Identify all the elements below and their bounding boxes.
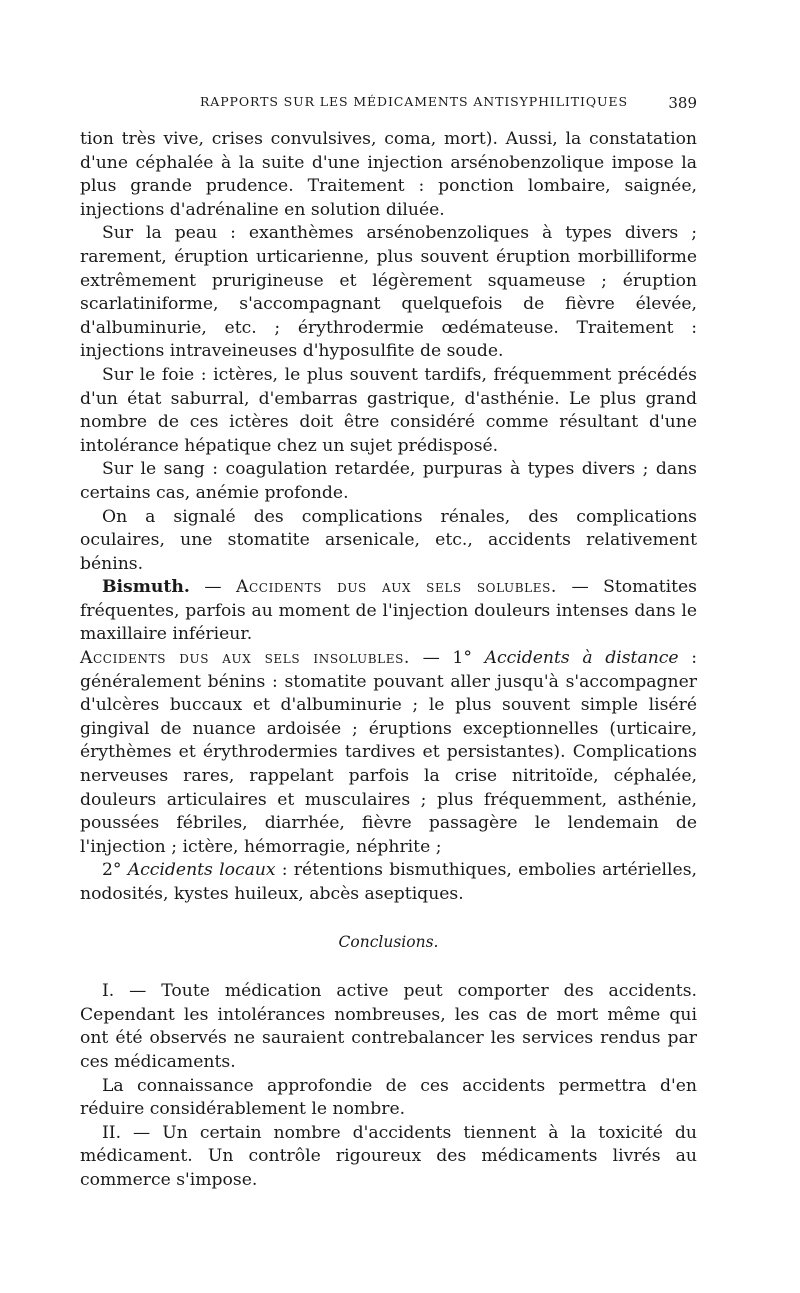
- conclusion-1: I. — Toute médication active peut comporter des accidents. Cependant les intolérances nombreuses, les cas de mort même qui ont été observés ne sauraient contrebalancer les services rendus par ces médicaments.: [80, 981, 697, 1072]
- running-header: [80, 94, 697, 116]
- item-number: 2°: [102, 860, 128, 881]
- bismuth-heading: Bismuth.: [102, 577, 190, 598]
- paragraph-skin: Sur la peau : exanthèmes arsénobenzoliques à types divers ; rarement, éruption urticarienne, plus souvent éruption morbilliforme extrêmement prurigineuse et légèrement squameuse ; éruption scarlatiniforme, s'accompagnant quelquefois de fièvre élevée, d'albuminurie, etc. ; érythrodermie œdémateuse. Traitement : injections intraveineuses d'hyposulfite de soude.: [80, 223, 697, 362]
- conclusion-1-followup: La connaissance approfondie de ces accidents permettra d'en réduire considérablement le nombre.: [80, 1075, 697, 1120]
- distant-accidents-heading: Accidents à distance: [484, 648, 679, 669]
- soluble-salts-heading: Accidents dus aux sels solubles.: [236, 577, 557, 598]
- soluble-salts-text: — Stomatites fréquentes, parfois au moment de l'injection douleurs intenses dans le maxillaire inférieur.: [80, 577, 697, 645]
- paragraph-bismuth-soluble: [80, 576, 697, 647]
- insoluble-salts-heading: Accidents dus aux sels insolubles.: [80, 648, 410, 669]
- dash: —: [189, 577, 237, 598]
- body-text: [80, 128, 697, 1193]
- paragraph-continuation: tion très vive, crises convulsives, coma, mort). Aussi, la constatation d'une céphalée à la suite d'une injection arsénobenzolique impose la plus grande prudence. Traitement : ponction lombaire, saignée, injections d'adrénaline en solution diluée.: [80, 129, 697, 220]
- local-accidents-text: : rétentions bismuthiques, embolies artérielles, nodosités, kystes huileux, abcès aseptiques.: [80, 860, 697, 904]
- paragraph-blood: Sur le sang : coagulation retardée, purpuras à types divers ; dans certains cas, anémie profonde.: [80, 459, 697, 503]
- paragraph-liver: Sur le foie : ictères, le plus souvent tardifs, fréquemment précédés d'un état saburral, d'embarras gastrique, d'asthénie. Le plus grand nombre de ces ictères doit être considéré comme résultant d'une intolérance hépatique chez un sujet prédisposé.: [80, 364, 697, 456]
- conclusion-2: II. — Un certain nombre d'accidents tiennent à la toxicité du médicament. Un contrôle rigoureux des médicaments livrés au commerce s'impose.: [80, 1122, 697, 1190]
- distant-accidents-text: : généralement bénins : stomatite pouvant aller jusqu'à s'accompagner d'ulcères buccaux et d'albuminurie ; le plus souvent simple liséré gingival de nuance ardoisée ; éruptions exceptionnelles (urticaire, érythèmes et érythrodermies tardives et persistantes). Complications nerveuses rares, rappelant parfois la crise nitritoïde, céphalée, douleurs articulaires et musculaires ; plus fréquemment, asthénie, poussées fébriles, diarrhée, fièvre passagère le lendemain de l'injection ; ictère, hémorragie, néphrite ;: [80, 648, 697, 857]
- paragraph-complications: On a signalé des complications rénales, des complications oculaires, une stomatite arsenicale, etc., accidents relativement bénins.: [80, 506, 697, 574]
- local-accidents-heading: Accidents locaux: [127, 860, 276, 881]
- conclusions-heading: Conclusions.: [338, 932, 439, 951]
- paragraph-local-accidents: [80, 859, 697, 906]
- item-number: — 1°: [409, 648, 485, 669]
- running-title: RAPPORTS SUR LES MÉDICAMENTS ANTISYPHILITIQUES: [200, 94, 628, 109]
- paragraph-bismuth-insoluble: [80, 647, 697, 859]
- page-number: 389: [668, 94, 697, 112]
